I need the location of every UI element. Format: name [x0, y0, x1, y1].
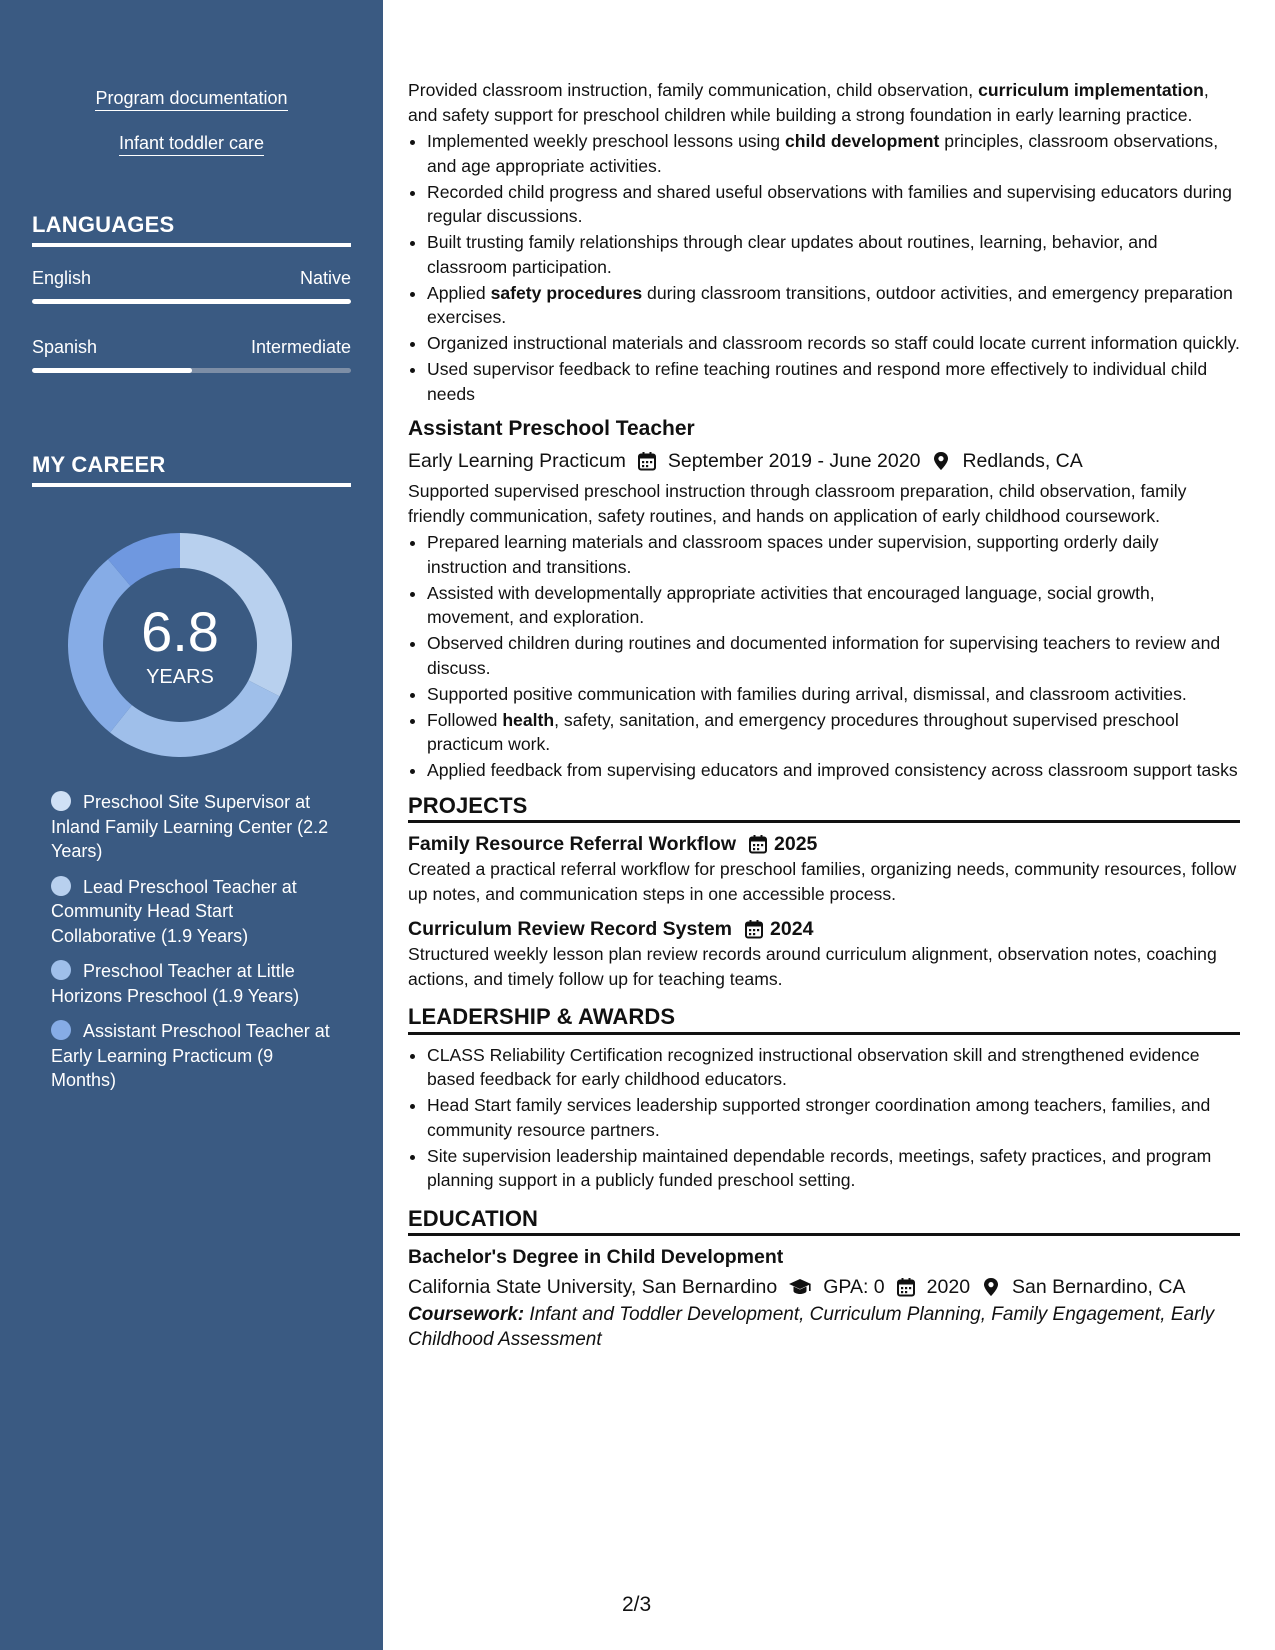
location-pin-icon — [981, 1277, 1001, 1297]
education-heading: EDUCATION — [408, 1207, 1240, 1237]
project-title: Curriculum Review Record System 2024 — [408, 918, 814, 940]
job-summary: Provided classroom instruction, family communication, child observation, curriculum implementation, and safety support for preschool children while building a strong foundation in early learning practice. — [408, 80, 1209, 125]
gpa: GPA: 0 — [823, 1276, 885, 1298]
career-item: Preschool Teacher at Little Horizons Preschool (1.9 Years) — [51, 961, 300, 1006]
language-row — [32, 337, 351, 358]
project-title: Family Resource Referral Workflow 2025 — [408, 833, 818, 855]
graduation-year: 2020 — [926, 1276, 971, 1298]
project-year: 2025 — [774, 833, 818, 855]
calendar-icon — [748, 834, 768, 854]
language-bar-fill — [32, 368, 192, 373]
school-name: California State University, San Bernardino — [408, 1276, 778, 1298]
career-item: Assistant Preschool Teacher at Early Learning Practicum (9 Months) — [51, 1021, 330, 1090]
skill-item[interactable]: Program documentation — [0, 88, 383, 109]
location-pin-icon — [931, 451, 951, 471]
job-meta — [408, 448, 1240, 474]
project-description: Structured weekly lesson plan review records around curriculum alignment, observation notes, coaching actions, and timely follow up for teaching teams. — [408, 944, 1217, 989]
project-description: Created a practical referral workflow for preschool families, organizing needs, community resources, follow up notes, and communication steps in one accessible process. — [408, 859, 1237, 904]
language-bar — [32, 368, 351, 373]
project-year: 2024 — [770, 918, 814, 940]
career-heading: MY CAREER — [32, 452, 351, 487]
career-dot-icon — [51, 791, 71, 811]
career-dot-icon — [51, 1020, 71, 1040]
sidebar — [0, 0, 383, 1650]
bullet-item: • Prepared learning materials and classroom spaces under supervision, supporting orderly daily instruction and transitions. — [427, 530, 1240, 579]
language-level: Intermediate — [250, 337, 351, 357]
donut-segment — [68, 559, 132, 732]
language-level: Native — [299, 268, 351, 288]
bullet-item: • Used supervisor feedback to refine teaching routines and respond more effectively to individual child needs — [427, 357, 1240, 406]
calendar-icon — [637, 451, 657, 471]
job-dates: September 2019 - June 2020 — [667, 450, 921, 472]
bullet-item: • Observed children during routines and documented information for supervising teachers to review and discuss. — [427, 631, 1240, 680]
skill-item[interactable]: Infant toddler care — [0, 133, 383, 154]
career-list — [51, 790, 341, 1104]
career-unit: YEARS — [146, 666, 214, 688]
language-row — [32, 268, 351, 289]
career-item: Preschool Site Supervisor at Inland Family Learning Center (2.2 Years) — [51, 792, 329, 861]
career-donut-chart — [60, 525, 300, 765]
page-number: 2/3 — [622, 1593, 652, 1616]
graduation-cap-icon — [788, 1277, 812, 1297]
bullet-item: • Applied feedback from supervising educators and improved consistency across classroom support tasks — [427, 758, 1240, 783]
bullet-item: • Applied safety procedures during classroom transitions, outdoor activities, and emergency preparation exercises. — [427, 281, 1240, 330]
calendar-icon — [744, 919, 764, 939]
language-bar — [32, 299, 351, 304]
job-bullets — [408, 129, 1240, 406]
calendar-icon — [896, 1277, 916, 1297]
main-content — [408, 78, 1240, 1352]
job-bullets — [408, 530, 1240, 783]
school-location: San Bernardino, CA — [1012, 1276, 1186, 1298]
leadership-heading: LEADERSHIP & AWARDS — [408, 1005, 1240, 1035]
bullet-item: • Built trusting family relationships through clear updates about routines, learning, behavior, and classroom participation. — [427, 230, 1240, 279]
bullet-item: • Supported positive communication with families during arrival, dismissal, and classroom activities. — [427, 682, 1240, 707]
language-name: Spanish — [32, 337, 98, 357]
career-dot-icon — [51, 876, 71, 896]
projects-heading: PROJECTS — [408, 794, 1240, 824]
bullet-item: • Followed health, safety, sanitation, and emergency procedures throughout supervised preschool practicum work. — [427, 708, 1240, 757]
career-total: 6.8 — [141, 600, 219, 663]
job-location: Redlands, CA — [962, 450, 1083, 472]
bullet-item: • Assisted with developmentally appropriate activities that encouraged language, social growth, movement, and exploration. — [427, 581, 1240, 630]
language-bar-fill — [32, 299, 351, 304]
languages-heading: LANGUAGES — [32, 212, 351, 247]
language-name: English — [32, 268, 92, 288]
leadership-list — [408, 1043, 1240, 1193]
bullet-item: • Recorded child progress and shared useful observations with families and supervising educators during regular discussions. — [427, 180, 1240, 229]
coursework: Coursework: Infant and Toddler Development, Curriculum Planning, Family Engagement, Early Childhood Assessment — [408, 1304, 1215, 1350]
career-dot-icon — [51, 960, 71, 980]
company-name: Early Learning Practicum — [408, 450, 626, 472]
job-summary: Supported supervised preschool instruction through classroom preparation, child observation, family friendly communication, safety routines, and hands on application of early childhood coursework. — [408, 481, 1187, 526]
bullet-item: • Head Start family services leadership supported stronger coordination among teachers, families, and community resource partners. — [427, 1093, 1240, 1142]
degree-title: Bachelor's Degree in Child Development — [408, 1246, 784, 1268]
education-meta — [408, 1274, 1240, 1300]
bullet-item: • CLASS Reliability Certification recognized instructional observation skill and strengthened evidence based feedback for early childhood educators. — [427, 1043, 1240, 1092]
bullet-item: • Organized instructional materials and classroom records so staff could locate current information quickly. — [427, 331, 1240, 356]
job-title: Assistant Preschool Teacher — [408, 417, 695, 440]
bullet-item: • Site supervision leadership maintained dependable records, meetings, safety practices, and program planning support in a publicly funded preschool setting. — [427, 1144, 1240, 1193]
donut-segment — [110, 680, 279, 757]
career-item: Lead Preschool Teacher at Community Head Start Collaborative (1.9 Years) — [51, 876, 297, 946]
bullet-item: • Implemented weekly preschool lessons using child development principles, classroom observations, and age appropriate activities. — [427, 129, 1240, 178]
